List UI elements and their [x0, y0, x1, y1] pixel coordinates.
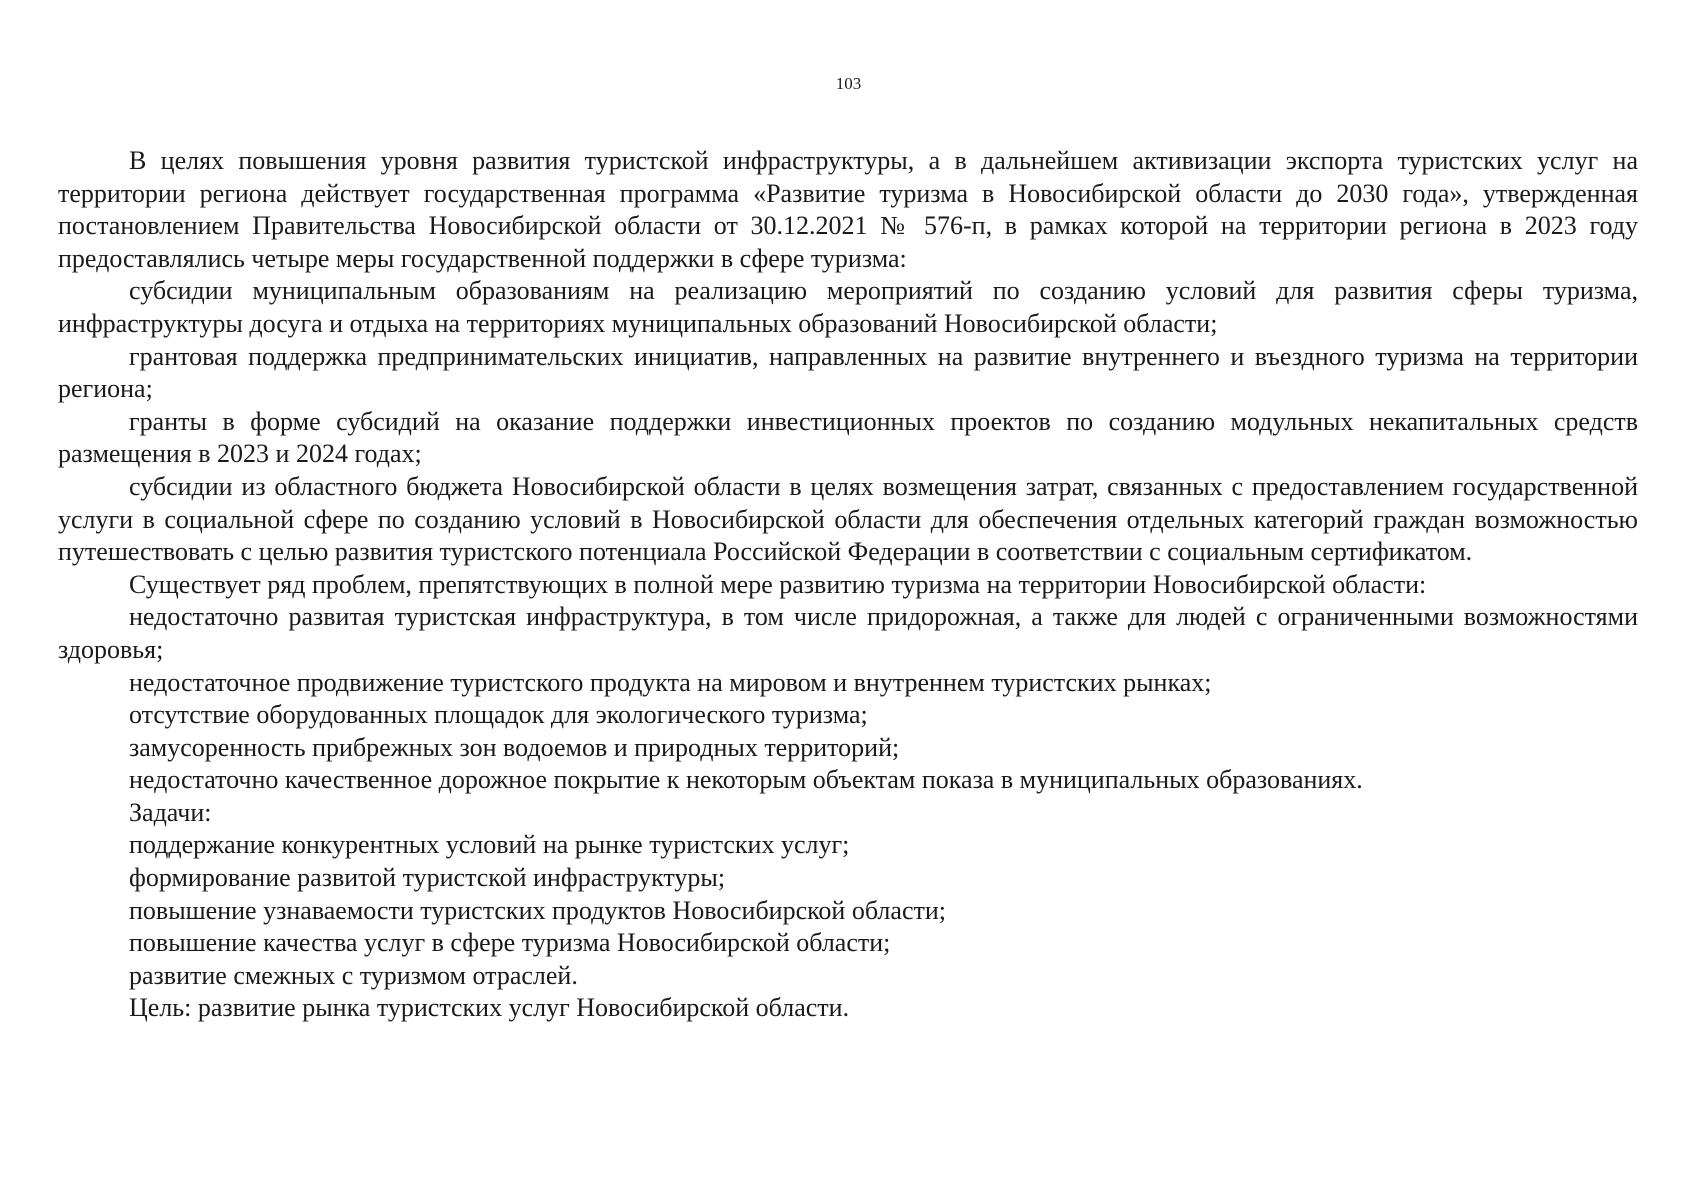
paragraph-problem-littering: замусоренность прибрежных зон водоемов и природных территорий; — [129, 732, 900, 762]
paragraph-problem-promotion: недостаточное продвижение туристского продукта на мировом и внутреннем туристских рынках; — [129, 667, 1212, 697]
paragraph-problems-intro: Существует ряд проблем, препятствующих в полной мере развитию туризма на территории Новосибирской области: — [129, 569, 1427, 599]
paragraph-measure-subsidies-municipal: субсидии муниципальным образованиям на реализацию мероприятий по созданию условий для развития сферы туризма, инфраструктуры досуга и отдыха на территориях муниципальных образований Новосибирской области; — [58, 276, 1638, 338]
paragraph-task-infrastructure: формирование развитой туристской инфраструктуры; — [129, 863, 726, 893]
paragraph-problem-roads: недостаточно качественное дорожное покрытие к некоторым объектам показа в муниципальных образованиях. — [129, 765, 1363, 795]
paragraph-task-quality: повышение качества услуг в сфере туризма Новосибирской области; — [129, 928, 891, 958]
paragraph-task-related-industries: развитие смежных с туризмом отраслей. — [129, 960, 578, 990]
paragraph-problem-eco-sites: отсутствие оборудованных площадок для экологического туризма; — [129, 700, 868, 730]
paragraph-measure-grants-modular: гранты в форме субсидий на оказание поддержки инвестиционных проектов по созданию модульных некапитальных средств размещения в 2023 и 2024 годах; — [58, 406, 1638, 469]
paragraph-tasks-heading: Задачи: — [129, 797, 212, 827]
page-number: 103 — [835, 74, 862, 93]
paragraph-task-recognition: повышение узнаваемости туристских продуктов Новосибирской области; — [129, 895, 946, 925]
paragraph-measure-subsidies-regional: субсидии из областного бюджета Новосибирской области в целях возмещения затрат, связанных с предоставлением государственной услуги в социальной сфере по созданию условий в Новосибирской области для обеспечения отдельных категорий граждан возможностью путешествовать с целью развития туристского потенциала Российской Федерации в соответствии с социальным сертификатом. — [58, 471, 1638, 567]
paragraph-goal: Цель: развитие рынка туристских услуг Новосибирской области. — [129, 993, 850, 1023]
paragraph-measure-grant-support: грантовая поддержка предпринимательских инициатив, направленных на развитие внутреннего и въездного туризма на территории региона; — [58, 341, 1638, 404]
paragraph-problem-infrastructure: недостаточно развитая туристская инфраструктура, в том числе придорожная, а также для людей с ограниченными возможностями здоровья; — [58, 602, 1638, 664]
paragraph-task-competition: поддержание конкурентных условий на рынке туристских услуг; — [129, 830, 850, 860]
document-body — [58, 145, 1638, 1025]
paragraph-intro: В целях повышения уровня развития туристской инфраструктуры, а в дальнейшем активизации экспорта туристских услуг на территории региона действует государственная программа «Развитие туризма в Новосибирской области до 2030 года», утвержденная постановлением Правительства Новосибирской области от 30.12.2021 № 576-п, в рамках которой на территории региона в 2023 году предоставлялись четыре меры государственной поддержки в сфере туризма: — [58, 146, 1638, 273]
